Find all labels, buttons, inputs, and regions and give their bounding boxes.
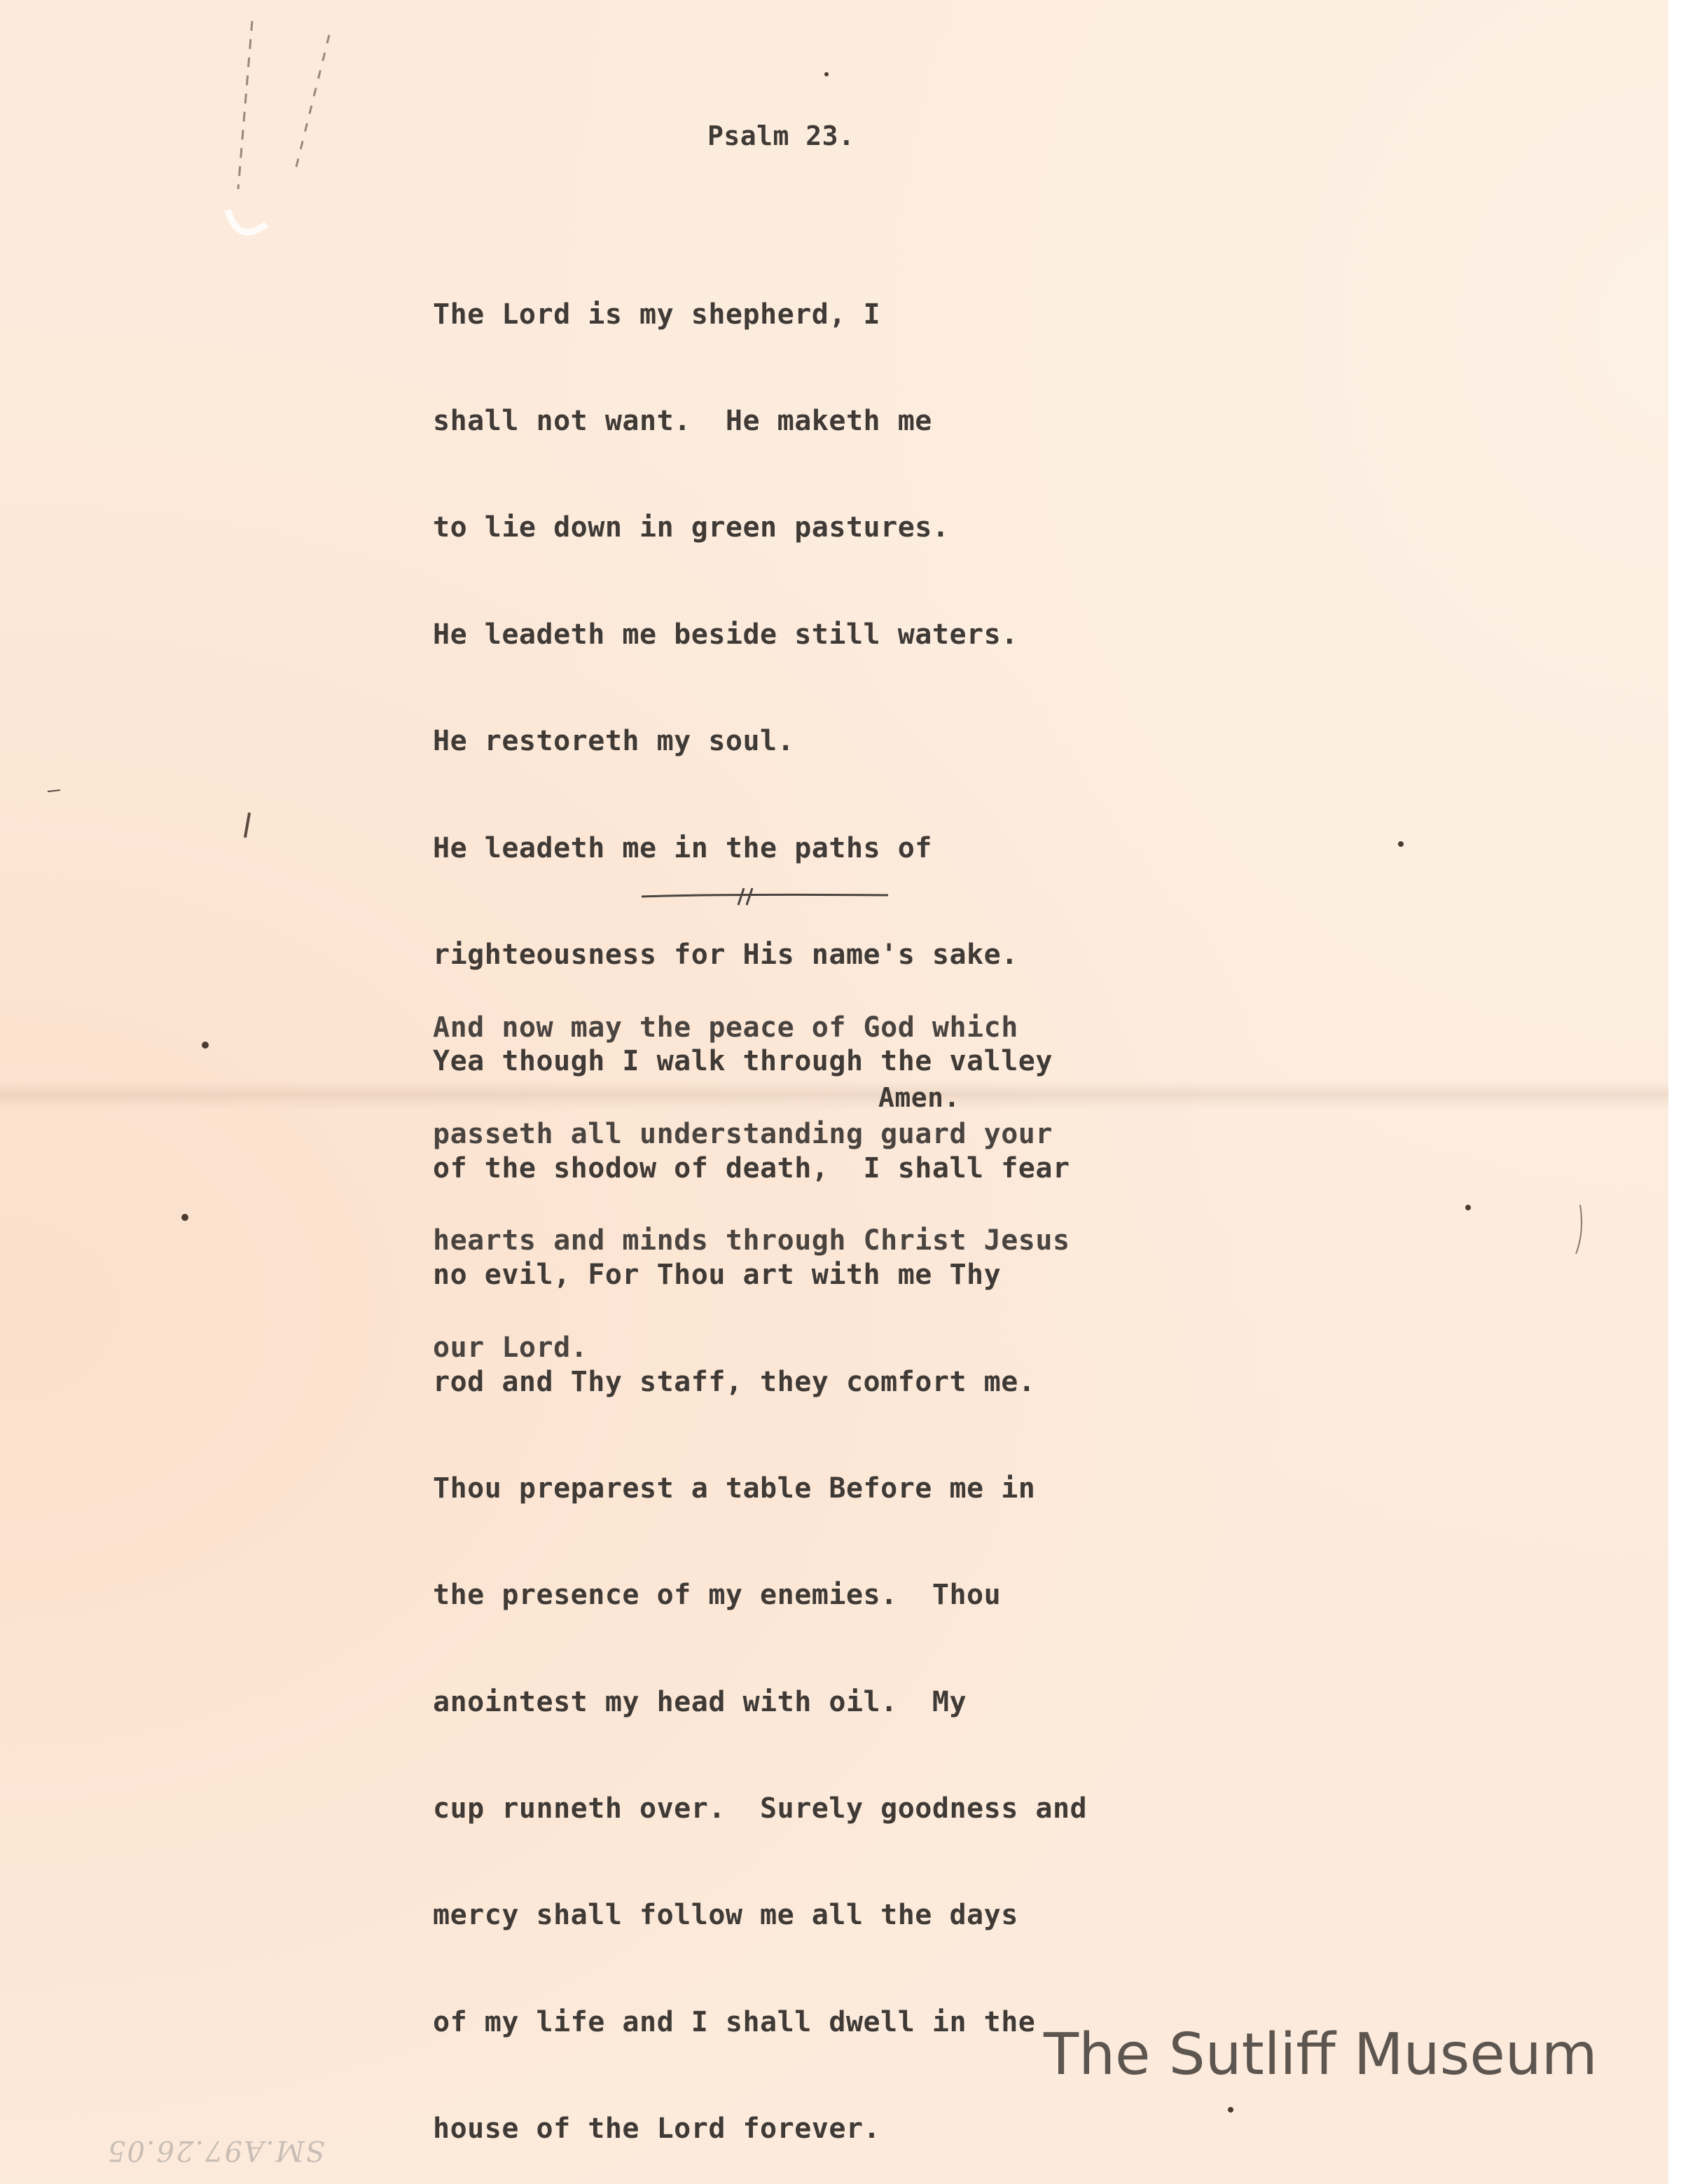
svg-text:SM.A97.26.05: SM.A97.26.05 — [106, 2134, 326, 2166]
psalm-line: the presence of my enemies. Thou — [433, 1579, 1002, 1612]
psalm-line: Thou preparest a table Before me in — [433, 1472, 1036, 1505]
benediction-line: passeth all understanding guard your — [433, 1117, 1053, 1150]
psalm-line: He leadeth me in the paths of — [433, 831, 932, 864]
benediction-line: hearts and minds through Christ Jesus — [433, 1224, 1070, 1257]
section-divider — [639, 885, 891, 906]
psalm-line: house of the Lord forever. — [433, 2113, 881, 2145]
catalog-number-mark — [62, 2124, 370, 2173]
psalm-line: of the shodow of death, I shall fear — [433, 1152, 1070, 1184]
psalm-line: anointest my head with oil. My — [433, 1685, 967, 1718]
benediction-line: our Lord. — [433, 1331, 588, 1364]
psalm-line: righteousness for His name's sake. — [433, 938, 1018, 971]
psalm-line: He leadeth me beside still waters. — [433, 618, 1018, 651]
museum-watermark: The Sutliff Museum — [1044, 2021, 1598, 2088]
psalm-line: of my life and I shall dwell in the — [433, 2005, 1036, 2038]
psalm-line: cup runneth over. Surely goodness and — [433, 1792, 1088, 1825]
benediction-text — [433, 939, 1070, 1401]
psalm-line: The Lord is my shepherd, I — [433, 298, 881, 331]
psalm-line: rod and Thy staff, they comfort me. — [433, 1365, 1036, 1398]
psalm-line: He restoreth my soul. — [433, 725, 795, 758]
closing-amen: Amen. — [878, 1082, 960, 1113]
benediction-line: And now may the peace of God which — [433, 1011, 1018, 1044]
psalm-line: to lie down in green pastures. — [433, 511, 950, 544]
psalm-line: no evil, For Thou art with me Thy — [433, 1259, 1002, 1292]
psalm-line: shall not want. He maketh me — [433, 404, 932, 437]
psalm-line: mercy shall follow me all the days — [433, 1899, 1018, 1932]
psalm-line: Yea though I walk through the valley — [433, 1045, 1053, 1078]
page-title: Psalm 23. — [707, 120, 855, 151]
